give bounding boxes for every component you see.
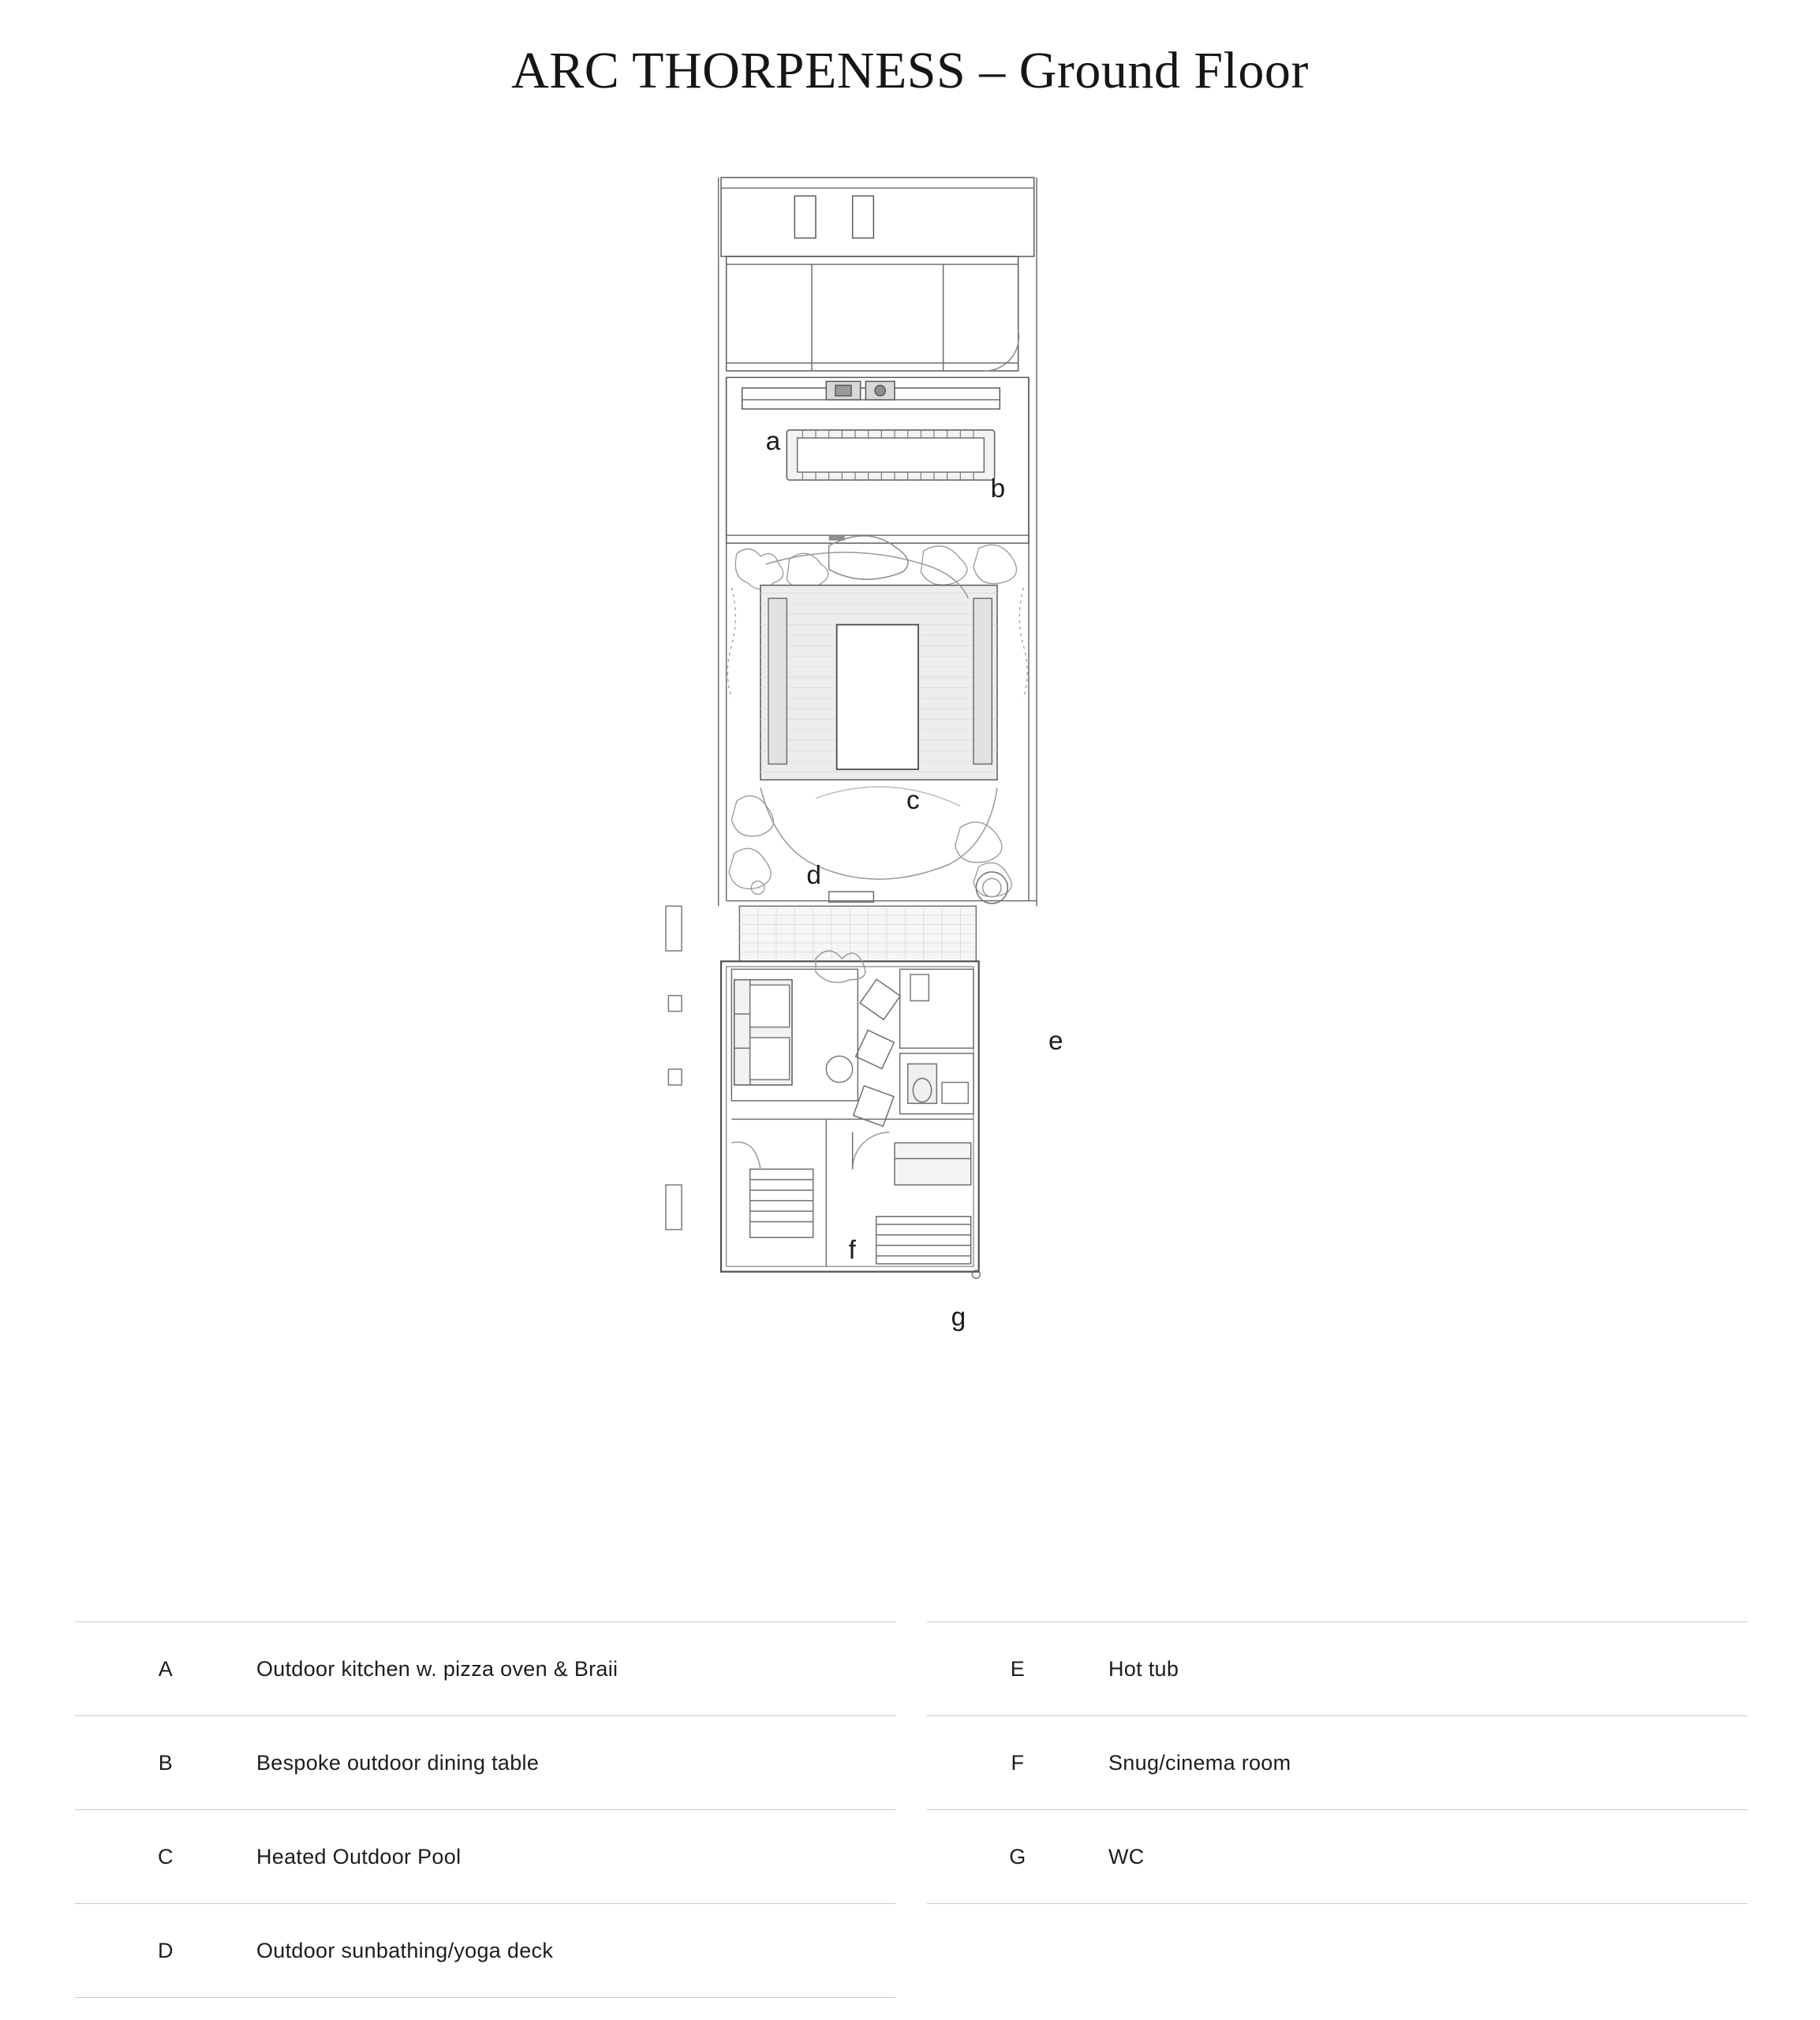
plan-marker-labels: [765, 427, 1063, 1332]
legend-item-e: [927, 1622, 1747, 1716]
plan-site-boundary: [718, 178, 1036, 906]
legend-item-b: [75, 1716, 895, 1810]
floor-plan-svg: [595, 170, 1226, 1527]
plan-pool-deck: [761, 585, 997, 780]
legend-key: G: [1009, 1844, 1026, 1868]
plan-marker-f: f: [848, 1236, 856, 1266]
legend-label: Outdoor kitchen w. pizza oven & Braii: [256, 1656, 619, 1681]
legend-key: B: [158, 1750, 174, 1775]
page-title: ARC THORPENESS – Ground Floor: [511, 42, 1309, 99]
legend-key: F: [1011, 1750, 1025, 1775]
legend-key: A: [158, 1656, 174, 1681]
plan-house: [666, 906, 980, 1278]
plan-marker-c: c: [906, 786, 920, 815]
floor-plan-drawing: [0, 170, 1820, 1543]
legend-key: C: [157, 1844, 174, 1868]
legend-label: WC: [1108, 1844, 1145, 1868]
plan-marker-e: e: [1048, 1027, 1063, 1057]
legend-key: E: [1010, 1656, 1026, 1681]
legend-item-a: [75, 1622, 895, 1716]
legend-label: Hot tub: [1108, 1656, 1179, 1681]
legend-label: Outdoor sunbathing/yoga deck: [256, 1938, 554, 1962]
plan-outdoor-kitchen-zone: [726, 377, 1028, 543]
plan-marker-d: d: [805, 861, 821, 890]
legend-key: D: [157, 1938, 174, 1962]
plan-marker-a: a: [765, 427, 780, 456]
legend-item-c: [75, 1810, 895, 1904]
plan-marker-g: g: [951, 1303, 966, 1333]
legend: [75, 1622, 1747, 1998]
legend-label: Bespoke outdoor dining table: [256, 1750, 540, 1775]
legend-column-left: [75, 1622, 895, 1998]
legend-column-right: [927, 1622, 1747, 1998]
plan-marker-b: b: [990, 474, 1005, 503]
legend-item-g: [927, 1810, 1747, 1904]
legend-item-empty: [927, 1904, 1747, 1997]
plan-north-block: [721, 178, 1034, 371]
legend-label: Heated Outdoor Pool: [256, 1844, 462, 1868]
legend-item-d: [75, 1904, 895, 1998]
plan-stairs: [731, 1142, 813, 1237]
legend-label: Snug/cinema room: [1108, 1750, 1291, 1775]
plan-terrace: [726, 892, 1036, 961]
legend-item-f: [927, 1716, 1747, 1810]
plan-front-steps: [876, 1217, 970, 1264]
